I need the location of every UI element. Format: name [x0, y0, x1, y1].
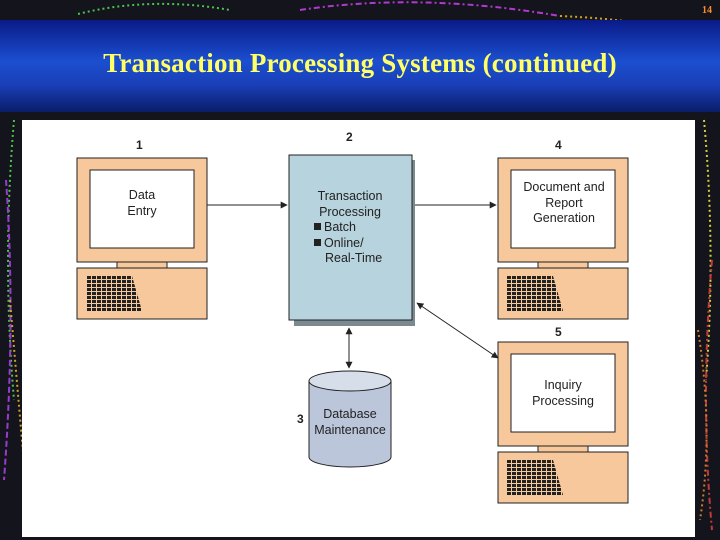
option-online: Online/ — [314, 236, 382, 252]
diagram-panel — [22, 120, 695, 537]
terminal-data-entry — [77, 158, 207, 319]
component-number-3: 3 — [297, 412, 304, 426]
page-number: 14 — [702, 5, 712, 16]
processing-options — [314, 220, 382, 267]
inquiry-processing-label: Inquiry Processing — [532, 378, 594, 408]
bullet-square-icon — [314, 223, 321, 230]
option-batch: Batch — [314, 220, 382, 236]
component-number-4: 4 — [555, 138, 562, 152]
component-number-5: 5 — [555, 325, 562, 339]
option-real-time: Real-Time — [325, 251, 383, 265]
terminal-inquiry-processing — [498, 342, 628, 503]
component-number-1: 1 — [136, 138, 143, 152]
data-entry-label: Data Entry — [127, 188, 157, 218]
database-maintenance-label: Database Maintenance — [314, 407, 386, 437]
bullet-square-icon — [314, 239, 321, 246]
arrow-processing-inquiry — [417, 303, 498, 358]
component-number-2: 2 — [346, 130, 353, 144]
slide-title: Transaction Processing Systems (continued) — [103, 48, 617, 78]
transaction-processing-label: Transaction Processing — [317, 189, 383, 219]
report-generation-label: Document and Report Generation — [523, 180, 605, 225]
